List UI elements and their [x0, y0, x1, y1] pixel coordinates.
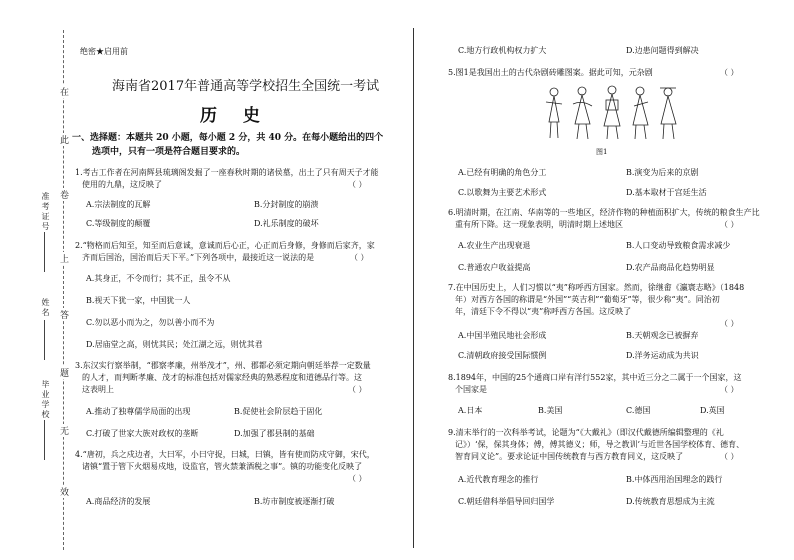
question-line: 这表明上: [82, 385, 114, 394]
option-d: D.礼乐制度的破坏: [254, 219, 319, 228]
option-a: A.推动了独尊儒学局面的出现: [86, 407, 191, 416]
question-line: 9.清末举行的一次科举考试，论题为“《大戴礼》（即汉代戴德所编辑整理的《礼: [448, 428, 724, 437]
exam-number-field-label: 准考证号: [41, 192, 50, 232]
binding-char: 此: [60, 133, 69, 146]
option-a: A.商品经济的发展: [86, 497, 151, 506]
option-c: C.普通农户收益提高: [458, 263, 531, 272]
option-c: C.打破了世家大族对政权的垄断: [86, 429, 199, 438]
question-line: 重有所下降。这一现象表明，明清时期上述地区: [455, 220, 623, 229]
exam-number-field-line: [44, 232, 45, 272]
question-line: 6.明清时期，在江南、华南等的一些地区，经济作物的种植面积扩大，传统的粮食生产比: [448, 208, 760, 217]
question-line: 3.东汉实行察举制，“郡察孝廉，州举茂才”，州、郡都必须定期向朝廷举荐一定数量: [75, 361, 371, 370]
option-d: D.加强了郡县制的基础: [234, 429, 315, 438]
question-line: 8.1894年，中国的25个通商口岸有洋行552家，其中近三分之二属于一个国家，这: [448, 373, 742, 382]
question-line: 使用的九鼎，这反映了: [82, 180, 162, 189]
option-a: A.中国半殖民地社会形成: [458, 331, 547, 340]
option-b: B.促使社会阶层趋于固化: [234, 407, 323, 416]
exam-title: 海南省2017年普通高等学校招生全国统一考试: [112, 79, 380, 94]
answer-paren: （ ）: [350, 253, 369, 262]
option-d: D.居庙堂之高，则忧其民；处江湖之远，则忧其君: [86, 340, 263, 349]
name-field-label: 姓名: [41, 298, 50, 318]
answer-paren: （ ）: [720, 385, 739, 394]
option-a: A.日本: [458, 406, 483, 415]
school-field-label: 毕业学校: [41, 380, 50, 420]
binding-char: 效: [60, 485, 69, 498]
option-d: D.农产品商品化趋势明显: [626, 263, 715, 272]
question-line: 记》）‘保，保其身体；傅，傅其德义；师，导之教训’与近世各国学校体育、德育、: [455, 440, 745, 449]
question-line: 年）对西方各国的称谓是“外国”“英吉利”“葡萄牙”等，很少称“夷”。同治初: [455, 295, 720, 304]
question-line: 诸镇“置于管下火烟易戍地，设监官，管火禁兼酒税之事”。镇的功能变化反映了: [82, 462, 363, 471]
answer-paren: （ ）: [720, 452, 739, 461]
option-d: D.边患问题得到解决: [626, 46, 699, 55]
subject-title: 历 史: [200, 106, 270, 126]
option-b: B.中体西用治国理念的践行: [626, 475, 723, 484]
option-b: B.坊市制度被逐渐打破: [254, 497, 335, 506]
question-line: 的人才，而判断孝廉、茂才的标准包括对儒家经典的熟悉程度和道德品行等。这: [82, 373, 362, 382]
binding-char: 在: [60, 85, 69, 98]
question-line: 7.在中国历史上，人们习惯以“夷”称呼西方国家。然而，徐继畬《瀛寰志略》（1848: [448, 283, 745, 292]
option-b: B.视天下犹一家，中国犹一人: [86, 296, 191, 305]
binding-char: 上: [60, 252, 69, 265]
question-line: 个国家是: [455, 385, 487, 394]
binding-char: 题: [60, 366, 69, 379]
option-a: A.农业生产出现衰退: [458, 241, 531, 250]
answer-paren: （ ）: [348, 474, 367, 483]
binding-char: 卷: [60, 188, 69, 201]
answer-paren: （ ）: [720, 220, 739, 229]
option-b: B.人口变动导致粮食需求减少: [626, 241, 731, 250]
option-a: A.宗法制度的瓦解: [86, 200, 151, 209]
zaju-brick-carving-figure: [540, 82, 685, 144]
option-c: C.勿以恶小而为之，勿以善小而不为: [86, 318, 215, 327]
answer-paren: （ ）: [720, 68, 739, 77]
answer-paren: （ ）: [348, 385, 367, 394]
option-c: C.等级制度的颠覆: [86, 219, 151, 228]
option-b: B.美国: [538, 406, 563, 415]
question-line: 齐而后国治，国治而后天下平。”下列各项中，最接近这一说法的是: [82, 253, 315, 262]
question-line: 年，清廷下令不得以“夷”称呼西方各国。这反映了: [455, 307, 632, 316]
option-d: D.传统教育思想成为主流: [626, 497, 715, 506]
section1-instructions-line2: 选项中，只有一项是符合题目要求的。: [92, 147, 246, 157]
binding-char: 无: [60, 424, 69, 437]
question-line: 智育同义论”。要求论证中国传统教育与西方教育同义，这反映了: [455, 452, 684, 461]
option-a: A.其身正，不令而行；其不正，虽令不从: [86, 274, 231, 283]
answer-paren: （ ）: [348, 180, 367, 189]
question-line: 2.“物格而后知至，知至而后意诚，意诚而后心正，心正而后身修，身修而后家齐，家: [75, 241, 375, 250]
option-a: A.已经有明确的角色分工: [458, 168, 547, 177]
option-c: C.以歌舞为主要艺术形式: [458, 188, 547, 197]
school-field-line: [44, 420, 45, 460]
option-c: C.德国: [626, 406, 651, 415]
option-c: C.朝廷借科举倡导回归国学: [458, 497, 555, 506]
option-d: D.基本取材于宫廷生活: [626, 188, 707, 197]
answer-paren: （ ）: [720, 319, 739, 328]
option-b: B.天朝观念已被摒弃: [626, 331, 699, 340]
binding-line: [63, 30, 64, 550]
option-c: C.地方行政机构权力扩大: [458, 46, 547, 55]
page-divider: [413, 28, 414, 548]
name-field-line: [44, 320, 45, 360]
option-a: A.近代教育理念的推行: [458, 475, 539, 484]
question-line: 5.图1是我国出土的古代杂剧砖雕图案。据此可知，元杂剧: [448, 68, 653, 77]
figure-caption: 图1: [596, 148, 608, 156]
option-d: D.洋务运动成为共识: [626, 351, 699, 360]
option-b: B.分封制度的崩溃: [254, 200, 319, 209]
option-b: B.演变为后来的京剧: [626, 168, 699, 177]
option-c: C.清朝政府接受国际惯例: [458, 351, 547, 360]
section1-instructions-line1: 一、选择题：本题共 20 小题，每小题 2 分，共 40 分。在每小题给出的四个: [72, 133, 384, 143]
question-line: 1.考古工作者在河南辉县琉璃阁发掘了一座春秋时期的诸侯墓，出土了只有周天子才能: [75, 168, 379, 177]
question-line: 4.“唐初，兵之戍边者，大曰军，小曰守捉，曰城，曰镇，皆有使而防戍守御，宋代，: [75, 450, 375, 459]
binding-char: 答: [60, 308, 69, 321]
option-d: D.英国: [700, 406, 725, 415]
secret-mark: 绝密★启用前: [80, 47, 128, 56]
